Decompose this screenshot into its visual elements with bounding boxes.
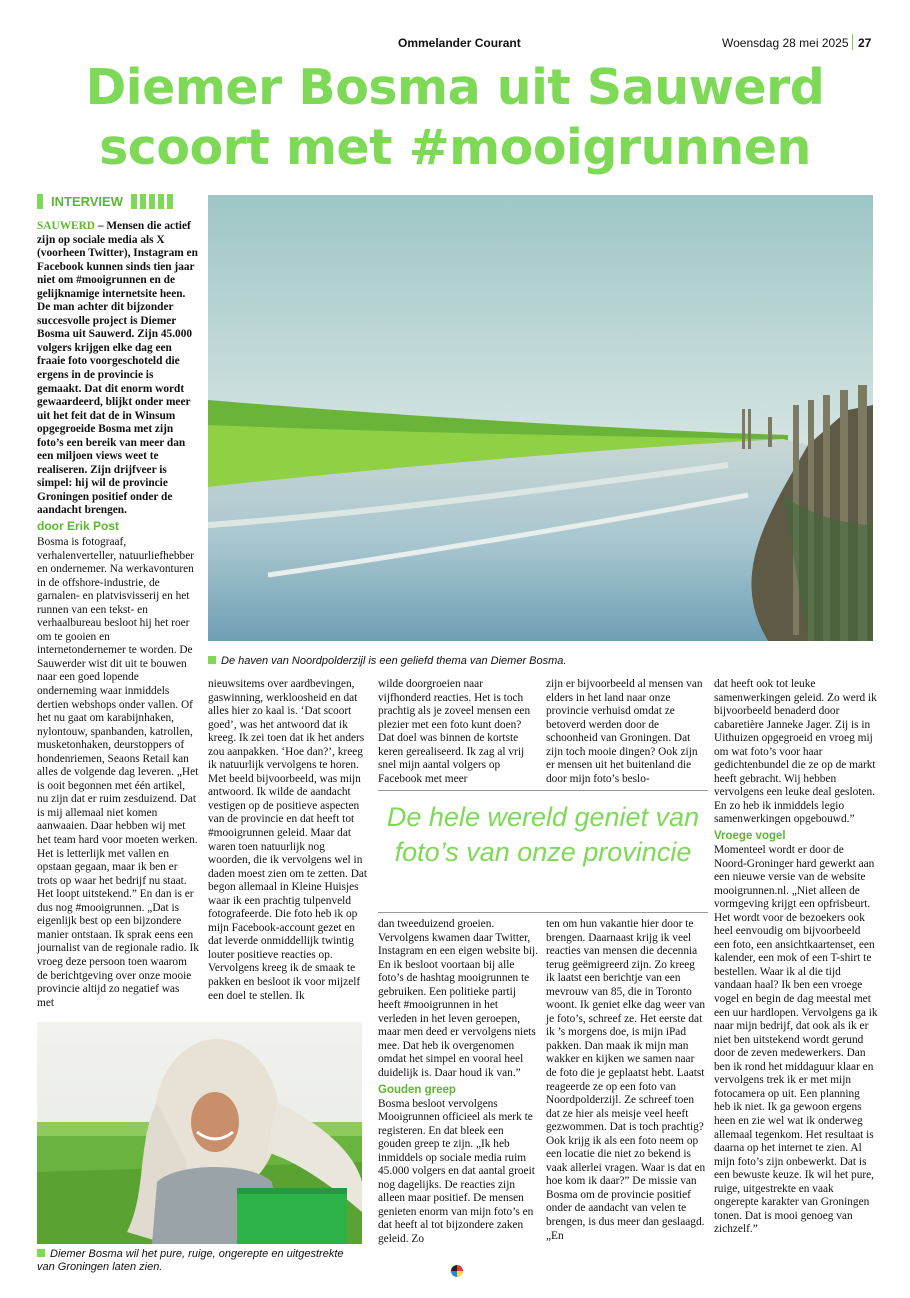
caption-text: Diemer Bosma wil het pure, ruige, ongerepte en uitgestrekte van Groningen laten zien. (37, 1248, 344, 1273)
article-column-3-top (378, 678, 538, 786)
portrait-photo-image (37, 1022, 362, 1244)
section-tag (37, 193, 173, 209)
page-number: 27 (858, 36, 872, 50)
body-text: Momenteel wordt er door de Noord-Groninger hard gewerkt aan een nieuwe versie van de website mooigrunnen.nl. „Niet alleen de vormgeving krijgt een opfrisbeurt. Het wordt voor de bezoekers ook heel eenvoudig om bijvoorbeeld een foto, een ansichtkaartenset, een kalender, een mok of een T-shirt te bestellen. Waar ik al die tijd vandaan haal? Ik ben een vroege vogel en begin de dag meestal met een uur hardlopen. Vervolgens ga ik naar mijn bedrijf, dat ook als ik er niet ben uitstekend wordt gerund door de zeven medewerkers. Dan ben ik rond het middaguur klaar en vervolgens trek ik er met mijn fotocamera op uit. Een planning heb ik niet. Ik ga gewoon ergens heen en zie wel wat ik onderweg allemaal tegenkom. Het resultaat is daarna op het internet te zien. Al mijn foto’s zijn onbewerkt. Dat is een bewuste keuze. Ik wil het pure, ruige, uitgestrekte en vaak ongerepte karakter van Groningen tonen. Dat is mooi genoeg van zichzelf.” (714, 844, 878, 1236)
dateline-place: SAUWERD (37, 220, 95, 232)
subhead-vroege-vogel: Vroege vogel (714, 830, 786, 843)
body-text: zijn er bijvoorbeeld al mensen van elders in het land naar onze provincie verhuisd omdat ze betoverd werden door de schoonheid van Groningen. Dat zijn toch mooie dingen? Ook zijn er mensen uit het buitenland die door mijn foto’s beslo- (546, 678, 703, 785)
quote-rule-bottom (378, 912, 708, 913)
portrait-caption (37, 1248, 362, 1274)
body-text: Bosma besloot vervolgens Mooigrunnen officieel als merk te registeren. En dat bleek een gouden greep te zijn. „Ik heb inmiddels op sociale media ruim 45.000 volgers en dat aantal groeit nog dagelijks. De reacties zijn alleen maar positief. De mensen genieten enorm van mijn foto’s en dat heeft al tot bijzondere zaken geleid. Zo (378, 1097, 535, 1246)
body-text: Bosma is fotograaf, verhalenverteller, natuurliefhebber en ondernemer. Na werkavonturen in de offshore-industrie, de garnalen- en platvisvisserij en het runnen van een tekst- en verhaalbureau besloot hij het roer om te gooien en internetondernemer te worden. De Sauwerder wist dit uit te bouwen naar een goed lopende onderneming waar inmiddels dertien webshops onder vallen. Of het nu gaat om karabijnhaken, nylontouw, spanbanden, katrollen, musketonhaken, deurstoppers of hondenriemen, Seaons Retail kan alles de volgende dag leveren. „Het is ooit begonnen met één artikel, nu zijn dat er ruim zesduizend. Dat is mij allemaal niet komen aanwaaien. Daar hebben wij met het team hard voor moeten werken. Het is letterlijk met vallen en opstaan gegaan, maar ik ben er trots op waar het bedrijf nu staat. Het loopt uitstekend.” En dan is er dus nog #mooigrunnen. „Dat is eigenlijk best op een bijzondere manier ontstaan. Ik sprak eens een journalist van de regionale radio. Ik vroeg deze persoon toen waarom de berichtgeving over onze mooie provincie altijd zo negatief was met (37, 536, 199, 1009)
caption-square-icon (37, 1249, 45, 1257)
lead-text: – Mensen die actief zijn op sociale media als X (voorheen Twitter), Instagram en Facebook kunnen sinds tien jaar niet om #mooigrunnen en de gelijknamige internetsite heen. De man achter dit bijzonder succesvolle project is Diemer Bosma uit Sauwerd. Zijn 45.000 volgers krijgen elke dag een fraaie foto voorgeschoteld die ergens in de provincie is gemaakt. Dat dit enorm wordt gewaardeerd, blijkt onder meer uit het feit dat de in Winsum opgegroeide Bosma met zijn foto’s een bereik van meer dan een miljoen views weet te realiseren. Zijn drijfveer is simpel: hij wil de provincie Groningen positief onder de aandacht brengen. (37, 220, 198, 517)
headline-line-2: scoort met #mooigrunnen (99, 119, 811, 176)
body-text: dan tweeduizend groeien. Vervolgens kwamen daar Twitter, Instagram en een eigen website bij. En ik besloot voortaan bij alle foto’s de hashtag mooigrunnen te gebruiken. Een politieke partij heeft #mooigrunnen in het verleden in het leven geroepen, maar men deed er vervolgens niets mee. Dat heb ik overgenomen omdat het simpel en vooral heel duidelijk is. Daar houd ik van.” (378, 918, 539, 1080)
tag-bar-icon (131, 194, 137, 209)
body-text: ten om hun vakantie hier door te brengen. Daarnaast krijg ik veel reacties van mensen die decennia terug geëmigreerd zijn. Zo kreeg ik laatst een berichtje van een mevrouw van 85, die in Toronto woont. Ik geniet elke dag weer van je foto’s, schreef ze. Het eerste dat ik ’s morgens doe, is mijn iPad pakken. Dan maak ik mijn man wakker en kijken we samen naar de foto die je geplaatst hebt. Laatst reageerde ze op een foto van Noordpolderzijl. Ze schreef toen dat ze hier als meisje veel heeft gezwommen. Dat is toch prachtig? Ook krijg ik als een foto neem op een locatie die niet zo bekend is vaak allerlei vragen. Waar is dat en hoe kom ik daar?” De missie van Bosma om de provincie positief onder de aandacht van velen te brengen, is dus meer dan geslaagd. „En (546, 918, 706, 1242)
subhead-gouden-greep: Gouden greep (378, 1083, 456, 1096)
headline (30, 58, 880, 178)
article-column-4-bottom (546, 918, 706, 1243)
tag-bar-icon (140, 194, 146, 209)
body-text: wilde doorgroeien naar vijfhonderd reacties. Het is toch prachtig als je zoveel mensen een plezier met een foto kunt doen? Dat doel was binnen de kortste keren gerealiseerd. Ik zag al vrij snel mijn aantal volgers op Facebook met meer (378, 678, 531, 785)
harbour-photo (208, 195, 873, 641)
body-text: nieuwsitems over aardbevingen, gaswinning, werkloosheid en dat alles hier zo kaal is. ‘Dat scoort goed’, was het antwoord dat ik kreeg. Ik zei toen dat ik het anders zou aanpakken. ‘Hoe dan?’, kreeg ik natuurlijk vervolgens te horen. Met beeld bijvoorbeeld, was mijn antwoord. Ik wilde de aandacht vestigen op de positieve aspecten van de provincie en dat heeft tot #mooigrunnen geleid. Maar dat waren toen natuurlijk nog woorden, die ik vervolgens wel in daden moest zien om te zetten. Dat begon allemaal in Kleine Huisjes waar ik een prachtig tulpenveld fotografeerde. Die foto heb ik op mijn Facebook-account gezet en dat leverde onmiddellijk twintig louter positieve reacties op. Vervolgens kreeg ik de smaak te pakken en besloot ik voor mijzelf een doel te stellen. Ik (208, 678, 368, 1002)
tag-bar-icon (149, 194, 155, 209)
harbour-photo-image (208, 195, 873, 641)
portrait-photo (37, 1022, 362, 1244)
article-column-1 (37, 536, 199, 1010)
headline-line-1: Diemer Bosma uit Sauwerd (85, 59, 825, 116)
lead-paragraph (37, 220, 199, 518)
issue-date: Woensdag 28 mei 2025 (722, 36, 849, 50)
byline: door Erik Post (37, 519, 120, 533)
header-divider (852, 34, 853, 50)
section-tag-label: INTERVIEW (51, 193, 123, 209)
tag-bar-icon (158, 194, 164, 209)
newspaper-name: Ommelander Courant (398, 36, 521, 50)
quote-rule-top (378, 790, 708, 791)
harbour-caption (208, 655, 566, 667)
article-column-3-bottom (378, 918, 538, 1247)
color-registration-icon (451, 1265, 463, 1277)
caption-text: De haven van Noordpolderzijl is een geliefd thema van Diemer Bosma. (221, 655, 567, 667)
caption-square-icon (208, 656, 216, 664)
tag-bar-icon (37, 194, 43, 209)
article-column-4-top (546, 678, 706, 786)
article-column-5 (714, 678, 878, 1237)
pull-quote: De hele wereld geniet van foto’s van onze provincie (386, 802, 700, 867)
article-column-2 (208, 678, 370, 1003)
tag-bar-icon (167, 194, 173, 209)
body-text: dat heeft ook tot leuke samenwerkingen geleid. Zo werd ik bijvoorbeeld benaderd door cabaretière Janneke Jager. Zij is in Uithuizen opgegroeid en vroeg mij om wat foto’s voor haar gedichtenbundel die ze op de markt heeft gebracht. Wij hebben vervolgens een leuke deal gesloten. En zo heb ik inmiddels legio samenwerkingen opgebouwd.” (714, 678, 877, 826)
